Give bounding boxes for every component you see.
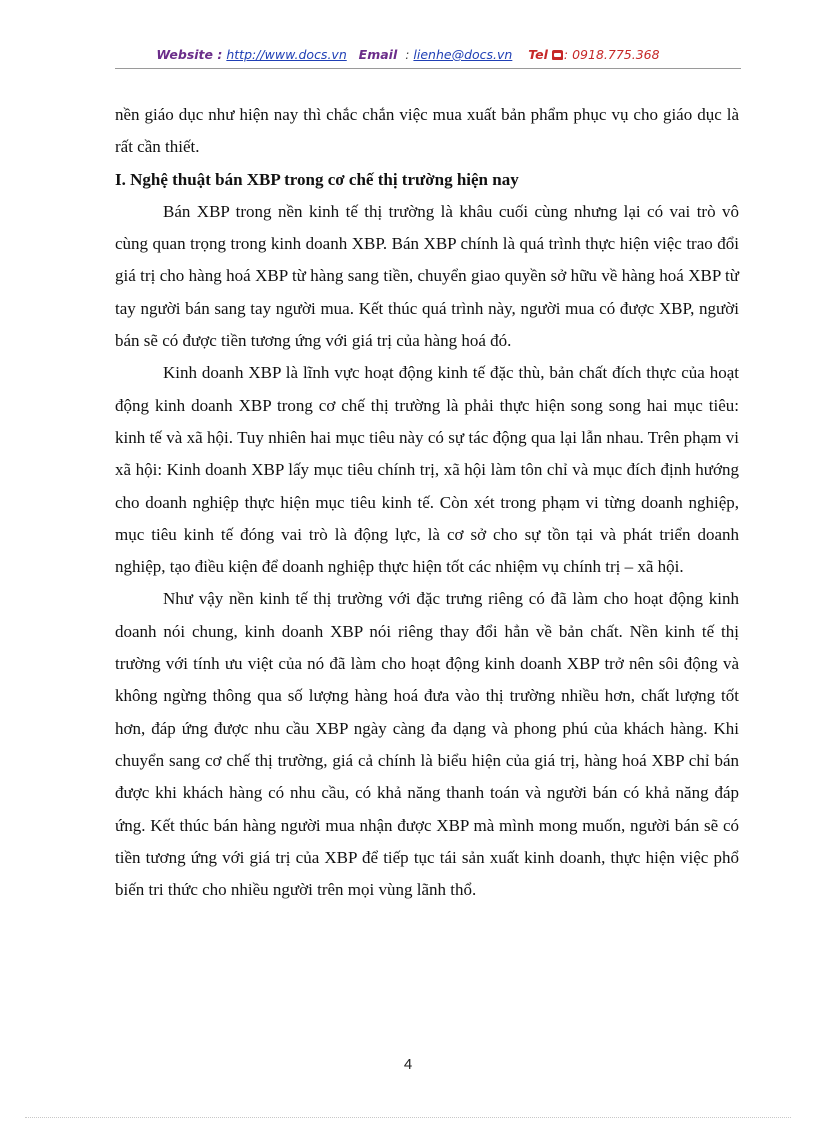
intro-paragraph: nền giáo dục như hiện nay thì chắc chắn việc mua xuất bản phẩm phục vụ cho giáo dục là rất cần thiết. — [115, 105, 739, 157]
header-divider — [115, 68, 741, 69]
body-paragraph-1: Bán XBP trong nền kinh tế thị trường là khâu cuối cùng nhưng lại có vai trò vô cùng quan trọng trong kinh doanh XBP. Bán XBP chính là quá trình thực hiện việc trao đổi giá trị cho hàng hoá XBP từ hàng sang tiền, chuyển giao quyền sở hữu về hàng hoá XBP từ tay người bán sang tay người mua. Kết thúc quá trình này, người mua có được XBP, người bán sẽ có được tiền tương ứng với giá trị của hàng hoá đó. — [115, 201, 739, 351]
page-number: 4 — [403, 1056, 413, 1073]
page-header — [0, 47, 816, 62]
footer-divider — [25, 1117, 791, 1118]
email-separator: : — [405, 47, 410, 62]
document-body — [115, 99, 739, 906]
email-link[interactable]: lienhe@docs.vn — [413, 47, 513, 62]
body-paragraph-2: Kinh doanh XBP là lĩnh vực hoạt động kinh tế đặc thù, bản chất đích thực của hoạt động kinh doanh XBP trong cơ chế thị trường là phải thực hiện song song hai mục tiêu: kinh tế và xã hội. Tuy nhiên hai mục tiêu này có sự tác động qua lại lẫn nhau. Trên phạm vi xã hội: Kinh doanh XBP lấy mục tiêu chính trị, xã hội làm tôn chỉ và mục đích định hướng cho doanh nghiệp thực hiện mục tiêu kinh tế. Còn xét trong phạm vi từng doanh nghiệp, mục tiêu kinh tế đóng vai trò là động lực, là cơ sở cho sự tồn tại và phát triển doanh nghiệp, tạo điều kiện để doanh nghiệp thực hiện tốt các nhiệm vụ chính trị – xã hội. — [115, 363, 739, 577]
email-label: Email — [358, 47, 398, 62]
tel-label: Tel — [528, 47, 548, 62]
website-label: Website : — [156, 47, 223, 62]
telephone-icon — [552, 50, 563, 60]
section-heading: I. Nghệ thuật bán XBP trong cơ chế thị trường hiện nay — [115, 169, 519, 189]
body-paragraph-3: Như vậy nền kinh tế thị trường với đặc trưng riêng có đã làm cho hoạt động kinh doanh nói chung, kinh doanh XBP nói riêng thay đổi hẳn về bản chất. Nền kinh tế thị trường với tính ưu việt của nó đã làm cho hoạt động kinh doanh XBP trở nên sôi động và không ngừng thông qua số lượng hàng hoá đưa vào thị trường nhiều hơn, chất lượng tốt hơn, đáp ứng được nhu cầu XBP ngày càng đa dạng và phong phú của khách hàng. Khi chuyển sang cơ chế thị trường, giá cả chính là biểu hiện của giá trị, hàng hoá XBP chỉ bán được khi khách hàng có nhu cầu, có khả năng thanh toán và người bán có khả năng đáp ứng. Kết thúc bán hàng người mua nhận được XBP mà mình mong muốn, người bán sẽ có tiền tương ứng với giá trị của XBP để tiếp tục tái sản xuất kinh doanh, thực hiện việc phổ biến tri thức cho nhiều người trên mọi vùng lãnh thổ. — [115, 589, 739, 900]
tel-number: : 0918.775.368 — [563, 47, 660, 62]
website-link[interactable]: http://www.docs.vn — [226, 47, 347, 62]
